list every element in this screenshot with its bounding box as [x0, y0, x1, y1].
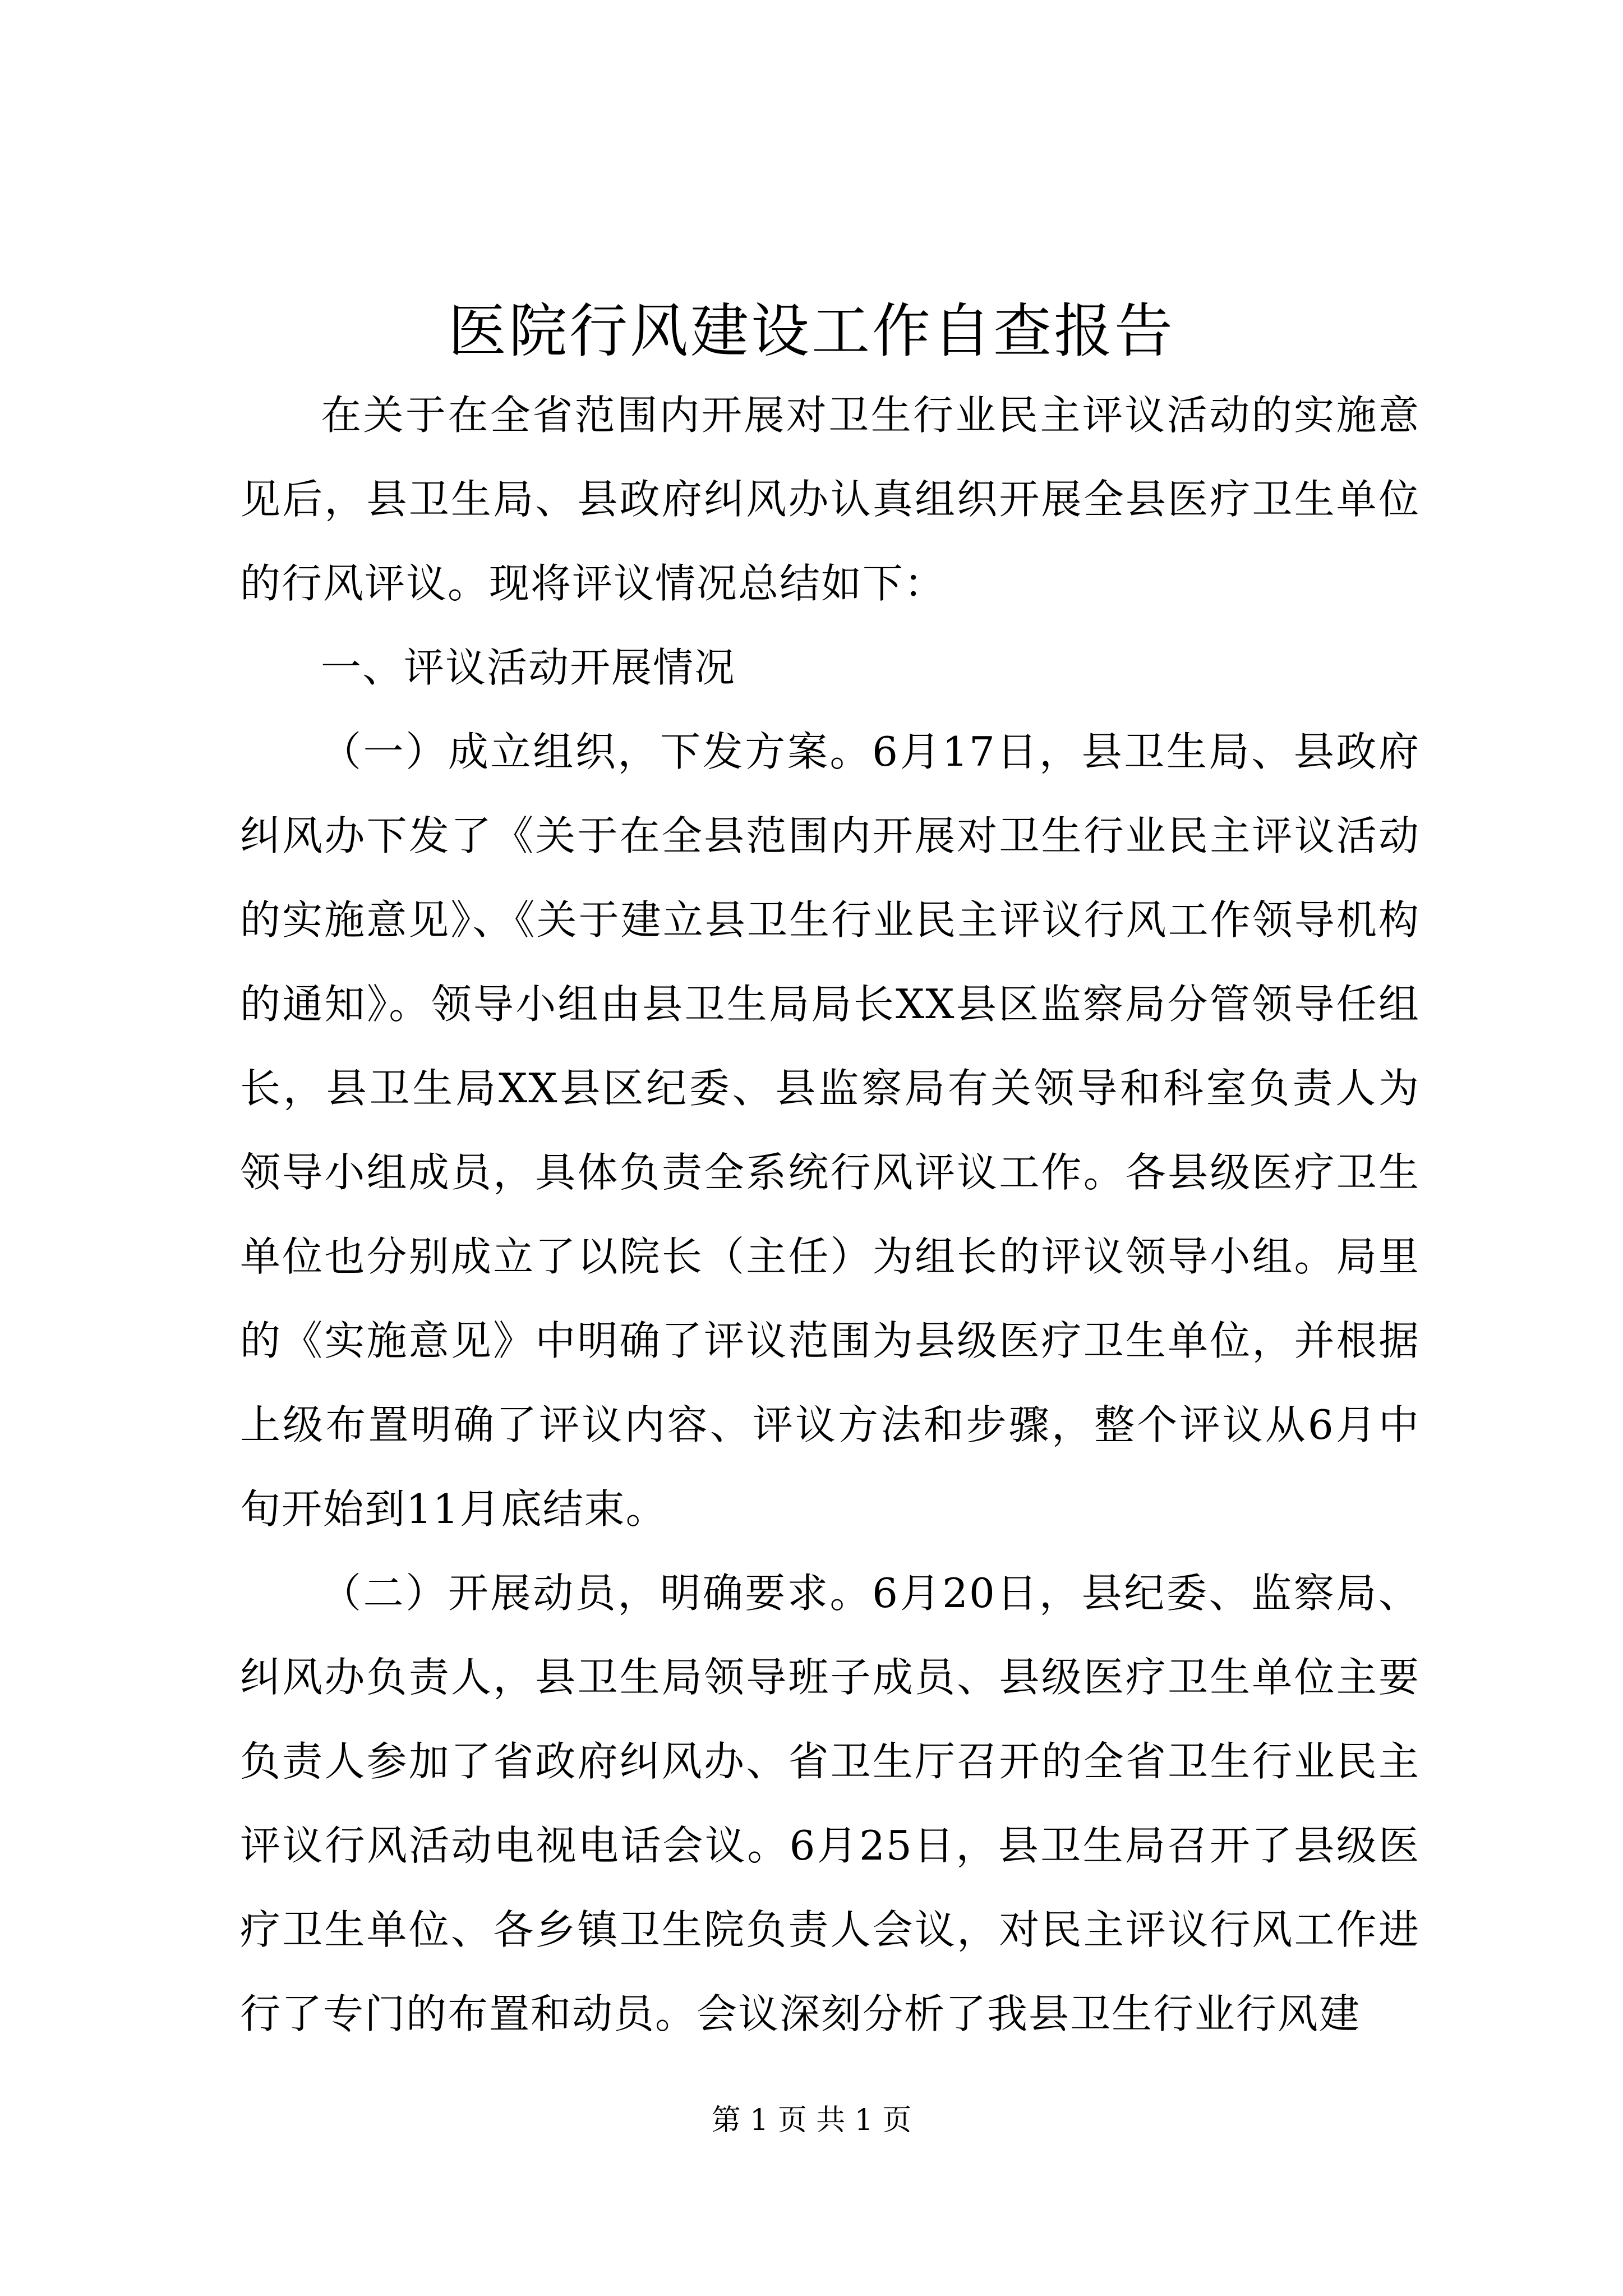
section-heading: 一、评议活动开展情况 — [321, 644, 736, 691]
document-body — [240, 373, 1420, 2056]
intro-paragraph: 在关于在全省范围内开展对卫生行业民主评议活动的实施意见后，县卫生局、县政府纠风办认真组织开展全县医疗卫生单位的行风评议。现将评议情况总结如下： — [240, 392, 1420, 607]
document-title: 医院行风建设工作自查报告 — [448, 297, 1175, 365]
body-paragraph: （二）开展动员，明确要求。6月20日，县纪委、监察局、纠风办负责人，县卫生局领导班子成员、县级医疗卫生单位主要负责人参加了省政府纠风办、省卫生厅召开的全省卫生行业民主评议行风活动电视电话会议。6月25日，县卫生局召开了县级医疗卫生单位、各乡镇卫生院负责人会议，对民主评议行风工作进行了专门的布置和动员。会议深刻分析了我县卫生行业行风建 — [240, 1570, 1420, 2037]
page-number-footer: 第 1 页 共 1 页 — [711, 2104, 912, 2137]
body-paragraph: （一）成立组织，下发方案。6月17日，县卫生局、县政府纠风办下发了《关于在全县范围内开展对卫生行业民主评议活动的实施意见》、《关于建立县卫生行业民主评议行风工作领导机构的通知》。领导小组由县卫生局局长XX县区监察局分管领导任组长，县卫生局XX县区纪委、县监察局有关领导和科室负责人为领导小组成员，具体负责全系统行风评议工作。各县级医疗卫生单位也分别成立了以院长（主任）为组长的评议领导小组。局里的《实施意见》中明确了评议范围为县级医疗卫生单位，并根据上级布置明确了评议内容、评议方法和步骤，整个评议从6月中旬开始到11月底结束。 — [240, 728, 1420, 1533]
